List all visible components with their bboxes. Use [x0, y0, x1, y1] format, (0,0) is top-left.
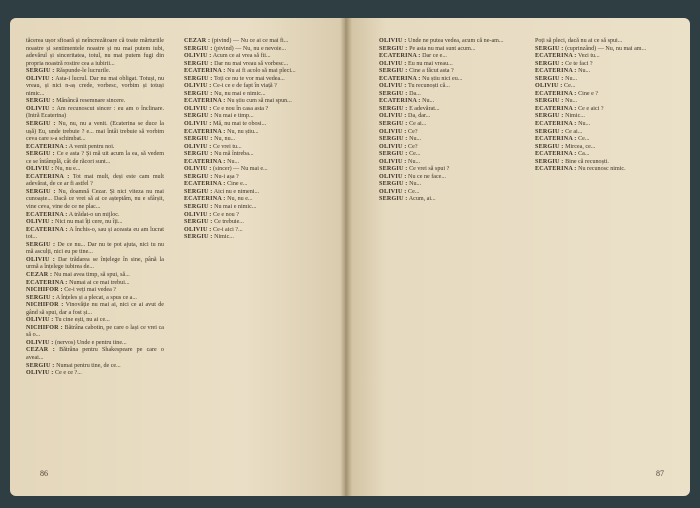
- dialogue-text: Numai pentru tine, de ce...: [56, 362, 121, 369]
- dialogue-text: Ce e nou ?: [213, 211, 239, 218]
- right-page: [345, 18, 690, 496]
- speaker-name: CEZAR :: [26, 271, 53, 278]
- dialogue-line: [26, 370, 164, 378]
- dialogue-line: [535, 61, 673, 69]
- speaker-name: ECATERINA :: [535, 136, 577, 143]
- speaker-name: OLIVIU :: [379, 158, 407, 165]
- dialogue-line: [26, 347, 164, 362]
- dialogue-text: Ce...: [409, 151, 421, 158]
- dialogue-text: Nici nu mai îți cere, nu îți...: [55, 219, 123, 226]
- speaker-name: SERGIU :: [535, 158, 564, 165]
- dialogue-line: [184, 113, 322, 121]
- dialogue-text: Mircea, ce...: [565, 143, 596, 150]
- speaker-name: ECATERINA :: [535, 53, 577, 60]
- dialogue-line: [26, 227, 164, 242]
- dialogue-line: [535, 106, 673, 114]
- dialogue-text: Numai ai ce mai trebui...: [69, 279, 130, 286]
- dialogue-line: [26, 257, 164, 272]
- dialogue-line: [184, 151, 322, 159]
- speaker-name: OLIVIU :: [379, 188, 407, 195]
- dialogue-line: [184, 129, 322, 137]
- dialogue-line: [535, 166, 673, 174]
- dialogue-text: Ce ai...: [565, 128, 583, 135]
- speaker-name: ECATERINA :: [535, 121, 577, 128]
- dialogue-text: Nu mai e nimic...: [214, 204, 257, 211]
- dialogue-line: [26, 151, 164, 166]
- dialogue-line: [535, 159, 673, 167]
- dialogue-line: [26, 325, 164, 340]
- dialogue-line: [26, 144, 164, 152]
- speaker-name: SERGIU :: [184, 173, 213, 180]
- dialogue-text: E adevărat...: [409, 105, 440, 112]
- dialogue-line: [184, 166, 322, 174]
- speaker-name: OLIVIU :: [26, 370, 54, 377]
- speaker-name: SERGIU :: [184, 113, 213, 120]
- left-page-column-1: [26, 38, 164, 378]
- dialogue-text: Asta-i lucrul. Dar nu mai obligat. Totuși, nu vreau, și nici n-aș crede, vorbesc, vorbim și totuși nimic...: [26, 75, 164, 97]
- speaker-name: OLIVIU :: [379, 143, 407, 150]
- dialogue-text: Da...: [409, 90, 421, 97]
- dialogue-text: Nu ai fi acolo să mai pleci...: [227, 68, 296, 75]
- speaker-name: ECATERINA :: [26, 226, 68, 233]
- dialogue-line: [379, 166, 517, 174]
- right-page-column-1: [379, 38, 517, 204]
- dialogue-text: Acum, ai...: [408, 196, 436, 203]
- speaker-name: ECATERINA :: [26, 211, 68, 218]
- dialogue-line: [379, 196, 517, 204]
- speaker-name: SERGIU :: [26, 188, 56, 195]
- right-page-column-2: [535, 38, 673, 174]
- dialogue-text: Acum ce ai vrea să fii...: [212, 53, 271, 60]
- dialogue-text: Tu recunoști că...: [407, 83, 450, 90]
- speaker-name: SERGIU :: [535, 45, 564, 52]
- dialogue-text: Dar nu mai vreau să vorbesc...: [214, 60, 289, 67]
- speaker-name: ECATERINA :: [26, 279, 68, 286]
- speaker-name: ECATERINA :: [535, 90, 577, 97]
- dialogue-line: [26, 219, 164, 227]
- dialogue-text: Nu, nu e...: [227, 196, 253, 203]
- speaker-name: SERGIU :: [26, 151, 55, 158]
- speaker-name: SERGIU :: [535, 143, 564, 150]
- dialogue-text: Nu...: [565, 98, 578, 105]
- speaker-name: SERGIU :: [26, 121, 56, 128]
- dialogue-line: [535, 68, 673, 76]
- dialogue-text: Nu știu nici eu...: [422, 75, 463, 82]
- dialogue-line: [184, 234, 322, 242]
- dialogue-text: (cuprinzând) — Nu, nu mai am...: [565, 45, 647, 52]
- dialogue-line: [26, 295, 164, 303]
- dialogue-text: Ce...: [564, 83, 576, 90]
- dialogue-text: Ce?: [408, 143, 418, 150]
- right-page-number: 87: [656, 469, 664, 478]
- speaker-name: SERGIU :: [379, 166, 408, 173]
- dialogue-line: [379, 91, 517, 99]
- dialogue-text: Ce e asta ? Și mă uit acum la ea, să vedem ce se întâmplă, cât de răcori sunt...: [26, 151, 164, 165]
- speaker-name: OLIVIU :: [184, 105, 212, 112]
- left-page: [10, 18, 345, 496]
- dialogue-line: [379, 144, 517, 152]
- dialogue-text: Mă, nu mai te obosi...: [213, 121, 267, 128]
- dialogue-text: De ce nu... Dar nu te pot ajuta, nici tu nu mă asculți, nici eu pe tine...: [26, 241, 164, 256]
- dialogue-line: [26, 317, 164, 325]
- dialogue-line: [379, 159, 517, 167]
- dialogue-line: [26, 363, 164, 371]
- speaker-name: NICHIFOR :: [26, 302, 64, 309]
- speaker-name: SERGIU :: [535, 128, 564, 135]
- dialogue-line: [535, 38, 673, 46]
- speaker-name: OLIVIU :: [184, 143, 212, 150]
- speaker-name: ECATERINA :: [26, 173, 70, 180]
- speaker-name: SERGIU :: [184, 136, 213, 143]
- dialogue-line: [184, 121, 322, 129]
- dialogue-text: Nu știu cum să mai spun...: [227, 98, 292, 105]
- dialogue-text: Nu...: [409, 181, 422, 188]
- dialogue-text: Ce-i ce e de fapt în viață ?: [213, 83, 277, 90]
- dialogue-text: Nu recunosc nimic.: [578, 166, 626, 173]
- dialogue-text: Nu...: [422, 98, 435, 105]
- dialogue-line: [535, 144, 673, 152]
- dialogue-text: Ce-i aici ?...: [213, 226, 243, 233]
- dialogue-line: [379, 136, 517, 144]
- dialogue-text: Ce?: [408, 128, 418, 135]
- dialogue-line: [184, 189, 322, 197]
- dialogue-text: Ce ai...: [409, 121, 427, 128]
- dialogue-line: [379, 181, 517, 189]
- dialogue-line: [26, 189, 164, 212]
- speaker-name: ECATERINA :: [379, 75, 421, 82]
- speaker-name: SERGIU :: [26, 362, 55, 369]
- dialogue-text: Ce-i veți mai vedea ?: [64, 287, 117, 294]
- speaker-name: SERGIU :: [535, 98, 564, 105]
- speaker-name: SERGIU :: [379, 105, 408, 112]
- dialogue-text: tăcerea ușor sfioară și neîncrezătoare că toate mărturiile noastre și sentimentele noastre și nu mai putem iubi, adevărul și sinceritatea, totul, nu mai putem fugi din propria noastră rostire cea a iubirii...: [26, 38, 164, 67]
- dialogue-line: [379, 53, 517, 61]
- dialogue-line: [184, 83, 322, 91]
- speaker-name: OLIVIU :: [379, 83, 407, 90]
- dialogue-line: [26, 76, 164, 99]
- dialogue-line: [26, 287, 164, 295]
- speaker-name: SERGIU :: [184, 219, 213, 226]
- dialogue-line: [26, 174, 164, 189]
- dialogue-text: Nimic...: [565, 113, 585, 120]
- speaker-name: SERGIU :: [26, 241, 56, 248]
- speaker-name: OLIVIU :: [379, 173, 407, 180]
- speaker-name: OLIVIU :: [379, 60, 407, 67]
- dialogue-text: Toți ce nu te vor mai vedea...: [213, 75, 285, 82]
- dialogue-line: [26, 212, 164, 220]
- dialogue-text: Nu ce ne face...: [408, 173, 446, 180]
- speaker-name: SERGIU :: [379, 45, 408, 52]
- dialogue-text: Ca...: [578, 151, 590, 158]
- dialogue-line: [379, 174, 517, 182]
- dialogue-line: [535, 98, 673, 106]
- dialogue-line: [184, 38, 322, 46]
- dialogue-text: A venit pentru noi.: [68, 143, 115, 150]
- dialogue-line: [184, 68, 322, 76]
- dialogue-text: Vinovăție nu mai ai, nici ce ai avut de gând să spui, dar a fost și...: [26, 302, 164, 316]
- dialogue-text: Dar trădarea se înțelege în sine, până la urmă a înțelege iubirea de...: [26, 256, 164, 271]
- dialogue-text: Răspunde-le lucrurile.: [56, 68, 111, 75]
- dialogue-text: Dar ce e...: [422, 53, 447, 60]
- speaker-name: SERGIU :: [379, 181, 408, 188]
- dialogue-text: Eu nu mai vreau...: [408, 60, 453, 67]
- dialogue-text: Ce vrei tu...: [213, 143, 242, 150]
- dialogue-text: Bătrâna cabotin, pe care o lași ce vrei ca să o...: [26, 324, 164, 339]
- speaker-name: SERGIU :: [184, 45, 213, 52]
- speaker-name: OLIVIU :: [184, 121, 212, 128]
- dialogue-text: Ce e ce ?...: [55, 370, 82, 377]
- dialogue-line: [184, 174, 322, 182]
- dialogue-text: Bătrâna pentru Shakespeare pe care o aveai...: [26, 347, 164, 361]
- speaker-name: SERGIU :: [379, 121, 408, 128]
- dialogue-text: Tu cine ești, nu ai ce...: [54, 317, 110, 324]
- dialogue-line: [379, 121, 517, 129]
- speaker-name: NICHIFOR :: [26, 324, 63, 331]
- dialogue-text: Nu...: [408, 158, 421, 165]
- speaker-name: SERGIU :: [184, 151, 213, 158]
- dialogue-line: [184, 53, 322, 61]
- speaker-name: SERGIU :: [379, 136, 408, 143]
- dialogue-text: A trădat-o un mijloc.: [68, 211, 120, 218]
- dialogue-text: Ce...: [578, 136, 590, 143]
- dialogue-text: Ce e nou în casa asta ?: [213, 105, 269, 112]
- dialogue-line: [26, 38, 164, 68]
- dialogue-line: [535, 151, 673, 159]
- dialogue-line: [26, 340, 164, 348]
- speaker-name: CEZAR :: [26, 347, 55, 354]
- dialogue-text: Nu...: [409, 136, 422, 143]
- dialogue-line: [535, 113, 673, 121]
- speaker-name: CEZAR :: [184, 38, 211, 44]
- dialogue-text: Nu, doamnă Cezar. Și nici viteza nu mai cunoaște... Dacă ce vrei să ai ce așteptăm, nu e sfârșit, vine ceva, vine de ce ne plac...: [26, 188, 164, 211]
- speaker-name: SERGIU :: [184, 188, 213, 195]
- dialogue-text: Nu mai e timp...: [214, 113, 254, 120]
- dialogue-text: Poți să pleci, dacă nu ai ce să spui...: [535, 38, 623, 44]
- dialogue-line: [535, 53, 673, 61]
- dialogue-text: A înțeles și a plecat, a spus ce a...: [55, 294, 137, 301]
- speaker-name: ECATERINA :: [379, 98, 421, 105]
- dialogue-line: [184, 136, 322, 144]
- dialogue-text: (nervos) Unde e pentru tine...: [55, 339, 127, 346]
- dialogue-text: Nu...: [227, 158, 240, 165]
- dialogue-line: [535, 76, 673, 84]
- dialogue-text: Cine e...: [227, 181, 248, 188]
- speaker-name: OLIVIU :: [184, 53, 212, 60]
- dialogue-line: [379, 83, 517, 91]
- dialogue-text: (pivind) — Nu, nu e nevoie...: [214, 45, 286, 52]
- dialogue-text: Nu...: [565, 75, 578, 82]
- speaker-name: OLIVIU :: [26, 105, 55, 112]
- dialogue-text: Ce trebuie...: [214, 219, 244, 226]
- speaker-name: OLIVIU :: [26, 75, 54, 82]
- dialogue-line: [535, 83, 673, 91]
- dialogue-text: Nimic...: [214, 234, 234, 241]
- dialogue-line: [26, 242, 164, 257]
- dialogue-line: [535, 129, 673, 137]
- speaker-name: OLIVIU :: [184, 83, 212, 90]
- dialogue-line: [184, 204, 322, 212]
- dialogue-text: Ce...: [408, 188, 420, 195]
- dialogue-text: Nu...: [578, 68, 591, 75]
- speaker-name: SERGIU :: [184, 75, 213, 82]
- dialogue-line: [379, 113, 517, 121]
- dialogue-line: [26, 121, 164, 144]
- dialogue-line: [184, 219, 322, 227]
- dialogue-line: [184, 106, 322, 114]
- dialogue-text: Nu...: [578, 121, 591, 128]
- speaker-name: ECATERINA :: [184, 181, 226, 188]
- dialogue-text: Cine a făcut asta ?: [409, 68, 454, 75]
- dialogue-text: Nu mai avea timp, să spui, să...: [53, 271, 130, 278]
- speaker-name: SERGIU :: [379, 90, 408, 97]
- dialogue-line: [184, 181, 322, 189]
- dialogue-line: [379, 106, 517, 114]
- dialogue-text: Bine că recunoști.: [565, 158, 609, 165]
- speaker-name: SERGIU :: [379, 68, 408, 75]
- dialogue-line: [535, 46, 673, 54]
- speaker-name: ECATERINA :: [184, 158, 226, 165]
- dialogue-text: Nu, nu, nu a venit. (Ecaterina se duce la ușă) Eu, unde trebuie ? e... mai întâi trebuie să vorbim ceva care s-a schimbat...: [26, 121, 164, 143]
- dialogue-text: Nu, nu e...: [55, 166, 81, 173]
- speaker-name: OLIVIU :: [379, 113, 407, 120]
- dialogue-line: [379, 38, 517, 46]
- speaker-name: ECATERINA :: [535, 166, 577, 173]
- speaker-name: SERGIU :: [379, 196, 408, 203]
- dialogue-text: (pivind) — Nu ce ai ce mai fi...: [211, 38, 289, 44]
- speaker-name: SERGIU :: [535, 113, 564, 120]
- speaker-name: SERGIU :: [184, 60, 213, 67]
- speaker-name: SERGIU :: [26, 294, 55, 301]
- speaker-name: OLIVIU :: [184, 226, 212, 233]
- speaker-name: ECATERINA :: [535, 151, 577, 158]
- speaker-name: SERGIU :: [184, 234, 213, 241]
- dialogue-text: (sincer) — Nu mai e...: [213, 166, 268, 173]
- dialogue-text: Nu-i așa ?: [214, 173, 239, 180]
- dialogue-text: A închis-o, sau și aceasta eu am lucrat tot...: [26, 226, 164, 241]
- speaker-name: OLIVIU :: [535, 83, 563, 90]
- dialogue-text: Mănâncă resemnare sincere.: [56, 98, 126, 105]
- dialogue-line: [26, 166, 164, 174]
- speaker-name: SERGIU :: [184, 204, 213, 211]
- speaker-name: ECATERINA :: [184, 196, 226, 203]
- speaker-name: OLIVIU :: [26, 317, 54, 324]
- speaker-name: ECATERINA :: [184, 68, 226, 75]
- dialogue-text: Am recunoscut sincer : eu am o înclinare. (Intră Ecaterina): [26, 105, 165, 120]
- left-page-number: 86: [40, 469, 48, 478]
- speaker-name: ECATERINA :: [535, 68, 577, 75]
- speaker-name: ECATERINA :: [26, 143, 68, 150]
- speaker-name: SERGIU :: [184, 90, 213, 97]
- dialogue-line: [379, 189, 517, 197]
- dialogue-line: [26, 98, 164, 106]
- dialogue-text: Da, dar...: [408, 113, 431, 120]
- dialogue-line: [379, 68, 517, 76]
- dialogue-line: [26, 272, 164, 280]
- dialogue-text: Aici nu e nimeni...: [213, 188, 260, 195]
- speaker-name: OLIVIU :: [379, 38, 407, 44]
- dialogue-line: [535, 136, 673, 144]
- dialogue-line: [379, 46, 517, 54]
- dialogue-text: Nu, nu...: [214, 136, 236, 143]
- speaker-name: ECATERINA :: [184, 98, 226, 105]
- dialogue-line: [26, 68, 164, 76]
- dialogue-text: Nu, nu mai e nimic...: [214, 90, 266, 97]
- dialogue-line: [184, 196, 322, 204]
- speaker-name: OLIVIU :: [26, 339, 54, 346]
- speaker-name: SERGIU :: [379, 151, 408, 158]
- speaker-name: ECATERINA :: [535, 105, 577, 112]
- dialogue-text: Nu, nu știu...: [227, 128, 259, 135]
- speaker-name: OLIVIU :: [379, 128, 407, 135]
- dialogue-line: [379, 151, 517, 159]
- dialogue-text: Unde ne putea vedea, acum că ne-am...: [408, 38, 504, 44]
- speaker-name: ECATERINA :: [379, 53, 421, 60]
- dialogue-text: Ce te faci ?: [565, 60, 593, 67]
- dialogue-line: [184, 46, 322, 54]
- speaker-name: OLIVIU :: [184, 166, 212, 173]
- speaker-name: OLIVIU :: [26, 256, 55, 263]
- dialogue-line: [379, 76, 517, 84]
- speaker-name: OLIVIU :: [26, 219, 54, 226]
- speaker-name: SERGIU :: [535, 60, 564, 67]
- dialogue-line: [184, 227, 322, 235]
- dialogue-line: [184, 91, 322, 99]
- speaker-name: ECATERINA :: [184, 128, 226, 135]
- speaker-name: SERGIU :: [535, 75, 564, 82]
- dialogue-text: Nu mă întreba...: [214, 151, 254, 158]
- dialogue-line: [535, 121, 673, 129]
- dialogue-line: [184, 98, 322, 106]
- speaker-name: OLIVIU :: [26, 166, 54, 173]
- dialogue-text: Tot mai mult, deși este cam mult adevărat, de ce ar fi astfel ?: [26, 173, 164, 188]
- dialogue-line: [379, 98, 517, 106]
- dialogue-text: Pe asta nu mai sunt acum...: [409, 45, 476, 52]
- speaker-name: SERGIU :: [26, 68, 55, 75]
- dialogue-text: Cine e ?: [578, 90, 599, 97]
- dialogue-line: [535, 91, 673, 99]
- dialogue-text: Ce vrei să spui ?: [409, 166, 450, 173]
- dialogue-line: [26, 280, 164, 288]
- speaker-name: OLIVIU :: [184, 211, 212, 218]
- dialogue-text: Ce e aici ?: [578, 105, 604, 112]
- left-page-column-2: [184, 38, 322, 242]
- speaker-name: NICHIFOR :: [26, 287, 63, 294]
- dialogue-line: [26, 302, 164, 317]
- dialogue-text: Vezi tu...: [577, 53, 600, 60]
- dialogue-line: [184, 212, 322, 220]
- dialogue-line: [184, 144, 322, 152]
- speaker-name: SERGIU :: [26, 98, 55, 105]
- dialogue-line: [379, 129, 517, 137]
- dialogue-line: [26, 106, 164, 121]
